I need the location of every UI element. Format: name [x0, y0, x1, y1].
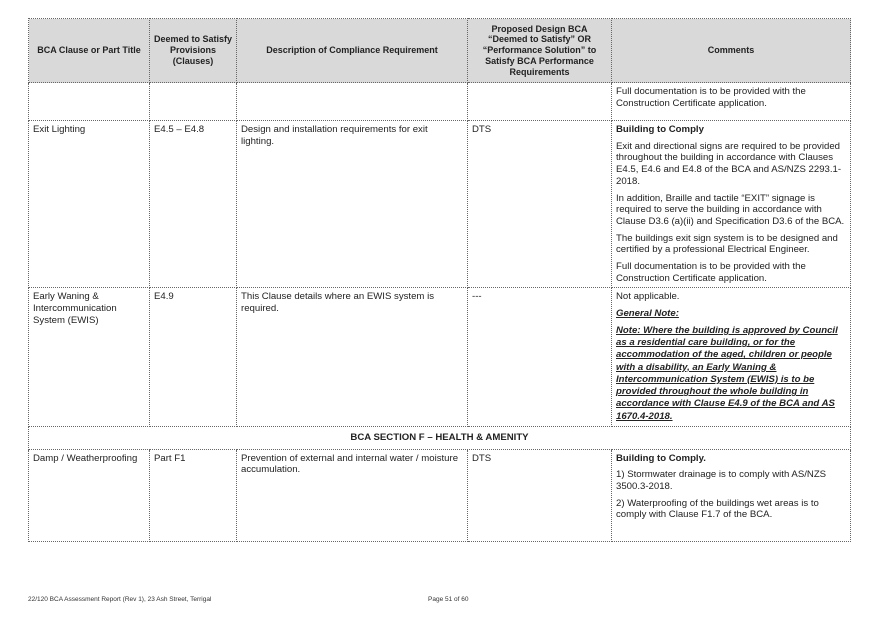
comment-cell	[612, 121, 851, 288]
comment-cell	[612, 449, 851, 541]
cell-empty	[150, 83, 237, 121]
clause-numbers: E4.5 – E4.8	[150, 121, 237, 288]
header-proposed: Proposed Design BCA “Deemed to Satisfy” OR “Performance Solution” to Satisfy BCA Performance Requirements	[468, 19, 612, 83]
proposed-design: ---	[468, 288, 612, 427]
comment-text: Not applicable.	[616, 291, 680, 303]
footer-report-title: 22/120 BCA Assessment Report (Rev 1), 23 Ash Street, Terrigal	[28, 596, 212, 603]
comment-cell	[612, 83, 851, 121]
general-note-text: Note: Where the building is approved by Council as a residential care building, or for the accommodation of the aged, children or people with a disability, an Early Waning & Intercommunication System (EWIS) is to be provided throughout the whole building in accordance with Clause E4.9 of the BCA and AS 1670.4-2018.	[616, 324, 838, 422]
table-row-ewis	[29, 288, 851, 427]
cell-empty	[468, 83, 612, 121]
requirement-description: Design and installation requirements for exit lighting.	[237, 121, 468, 288]
comment-heading: Building to Comply	[616, 124, 704, 135]
table-header-row	[29, 19, 851, 83]
clause-title: Early Waning & Intercommunication System (EWIS)	[29, 288, 150, 427]
requirement-description: This Clause details where an EWIS system is required.	[237, 288, 468, 427]
proposed-design: DTS	[468, 121, 612, 288]
cell-empty	[237, 83, 468, 121]
section-heading: BCA SECTION F – HEALTH & AMENITY	[29, 426, 851, 449]
comment-text: Full documentation is to be provided with the Construction Certificate application.	[616, 86, 806, 109]
header-dts: Deemed to Satisfy Provisions (Clauses)	[150, 19, 237, 83]
clause-title: Damp / Weatherproofing	[29, 449, 150, 541]
section-heading-row	[29, 426, 851, 449]
comment-heading: Building to Comply.	[616, 452, 706, 464]
header-clause: BCA Clause or Part Title	[29, 19, 150, 83]
compliance-table	[28, 18, 851, 542]
comment-text: The buildings exit sign system is to be designed and certified by a professional Electrical Engineer.	[616, 232, 838, 256]
comment-cell	[612, 288, 851, 427]
proposed-design: DTS	[468, 449, 612, 541]
clause-title: Exit Lighting	[29, 121, 150, 288]
table-row-exit-lighting	[29, 121, 851, 288]
comment-text: Full documentation is to be provided with the Construction Certificate application.	[616, 261, 806, 284]
clause-numbers: E4.9	[150, 288, 237, 427]
comment-text: In addition, Braille and tactile “EXIT” signage is required to serve the building in accordance with Clause D3.6 (a)(ii) and Specification D3.6 of the BCA.	[616, 192, 845, 227]
comment-text: 2) Waterproofing of the buildings wet areas is to comply with Clause F1.7 of the BCA.	[616, 497, 819, 521]
comment-text: Exit and directional signs are required to be provided throughout the building in accordance with Clauses E4.5, E4.6 and E4.8 of the BCA and AS/NZS 2293.1-2018.	[616, 140, 842, 187]
footer-page-number: Page 51 of 60	[428, 596, 469, 603]
clause-numbers: Part F1	[150, 449, 237, 541]
general-note-heading: General Note:	[616, 308, 679, 320]
table-row-damp	[29, 449, 851, 541]
header-description: Description of Compliance Requirement	[237, 19, 468, 83]
comment-text: 1) Stormwater drainage is to comply with AS/NZS 3500.3-2018.	[616, 469, 827, 493]
cell-empty	[29, 83, 150, 121]
header-comments: Comments	[612, 19, 851, 83]
table-row-continued	[29, 83, 851, 121]
requirement-description: Prevention of external and internal water / moisture accumulation.	[237, 449, 468, 541]
